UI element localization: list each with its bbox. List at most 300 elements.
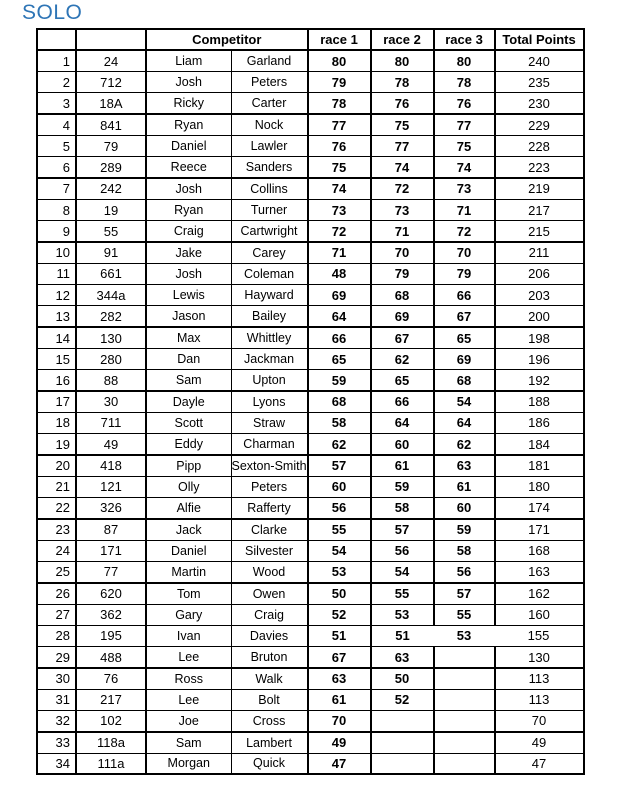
race1-score-cell: 70 [308,711,371,732]
table-row [37,327,584,348]
race2-score-cell: 75 [371,114,434,135]
last-name-cell: Coleman [231,263,308,284]
competitor-number-cell: 242 [76,178,146,199]
rank-cell: 7 [37,178,76,199]
race2-score-cell: 70 [371,242,434,263]
first-name-cell: Max [146,327,231,348]
competitor-number-cell: 76 [76,668,146,689]
table-row [37,583,584,604]
total-points-cell: 184 [495,434,584,455]
race2-score-cell: 73 [371,199,434,220]
race3-score-cell: 80 [434,50,495,71]
rank-cell: 32 [37,711,76,732]
first-name-cell: Sam [146,732,231,753]
race2-score-cell: 77 [371,135,434,156]
race3-score-cell: 56 [434,561,495,582]
last-name-cell: Bruton [231,647,308,668]
competitor-number-cell: 195 [76,625,146,646]
race3-score-cell: 58 [434,540,495,561]
competitor-number-cell: 326 [76,498,146,519]
results-table [36,28,585,775]
rank-cell: 25 [37,561,76,582]
race2-score-cell: 67 [371,327,434,348]
race2-score-cell: 58 [371,498,434,519]
total-points-cell: 162 [495,583,584,604]
race1-score-cell: 55 [308,519,371,540]
race1-score-cell: 79 [308,72,371,93]
race3-score-cell: 63 [434,455,495,476]
number-column-header [76,29,146,50]
table-row [37,668,584,689]
results-table-header [37,29,584,50]
table-row [37,50,584,71]
total-points-cell: 155 [495,625,584,646]
total-points-cell: 168 [495,540,584,561]
last-name-cell: Sexton-Smith [231,455,308,476]
first-name-cell: Lee [146,689,231,710]
race3-score-cell: 68 [434,370,495,391]
race1-score-cell: 74 [308,178,371,199]
total-points-column-header: Total Points [495,29,584,50]
race1-score-cell: 57 [308,455,371,476]
table-row [37,135,584,156]
rank-cell: 16 [37,370,76,391]
race1-score-cell: 76 [308,135,371,156]
race1-score-cell: 51 [308,625,371,646]
race3-score-cell: 71 [434,199,495,220]
race2-score-cell [371,753,434,774]
race2-score-cell: 65 [371,370,434,391]
rank-cell: 14 [37,327,76,348]
first-name-cell: Pipp [146,455,231,476]
competitor-number-cell: 87 [76,519,146,540]
race1-score-cell: 77 [308,114,371,135]
race2-score-cell: 74 [371,157,434,178]
first-name-cell: Eddy [146,434,231,455]
race1-score-cell: 50 [308,583,371,604]
race2-score-cell: 57 [371,519,434,540]
last-name-cell: Carey [231,242,308,263]
competitor-number-cell: 217 [76,689,146,710]
race3-column-header: race 3 [434,29,495,50]
first-name-cell: Sam [146,370,231,391]
rank-cell: 9 [37,221,76,242]
race1-score-cell: 73 [308,199,371,220]
table-row [37,540,584,561]
last-name-cell: Hayward [231,285,308,306]
race3-score-cell: 79 [434,263,495,284]
first-name-cell: Craig [146,221,231,242]
race1-score-cell: 63 [308,668,371,689]
rank-cell: 30 [37,668,76,689]
first-name-cell: Ryan [146,114,231,135]
rank-cell: 6 [37,157,76,178]
first-name-cell: Lewis [146,285,231,306]
first-name-cell: Scott [146,412,231,433]
competitor-number-cell: 88 [76,370,146,391]
total-points-cell: 211 [495,242,584,263]
race1-column-header: race 1 [308,29,371,50]
race2-score-cell: 56 [371,540,434,561]
table-row [37,753,584,774]
race2-score-cell: 63 [371,647,434,668]
total-points-cell: 186 [495,412,584,433]
race3-score-cell: 54 [434,391,495,412]
table-row [37,604,584,625]
total-points-cell: 230 [495,93,584,114]
race3-score-cell: 65 [434,327,495,348]
total-points-cell: 181 [495,455,584,476]
last-name-cell: Collins [231,178,308,199]
total-points-cell: 229 [495,114,584,135]
last-name-cell: Sanders [231,157,308,178]
competitor-column-header: Competitor [146,29,308,50]
last-name-cell: Straw [231,412,308,433]
competitor-number-cell: 362 [76,604,146,625]
rank-cell: 20 [37,455,76,476]
last-name-cell: Upton [231,370,308,391]
table-row [37,391,584,412]
total-points-cell: 215 [495,221,584,242]
first-name-cell: Ivan [146,625,231,646]
race3-score-cell: 53 [434,625,495,646]
table-row [37,434,584,455]
competitor-number-cell: 282 [76,306,146,327]
table-row [37,178,584,199]
competitor-number-cell: 289 [76,157,146,178]
race3-score-cell: 72 [434,221,495,242]
race3-score-cell: 60 [434,498,495,519]
last-name-cell: Owen [231,583,308,604]
race2-score-cell: 72 [371,178,434,199]
header-row [37,29,584,50]
rank-cell: 34 [37,753,76,774]
table-row [37,348,584,369]
first-name-cell: Dan [146,348,231,369]
race3-score-cell: 66 [434,285,495,306]
last-name-cell: Bolt [231,689,308,710]
page-title: SOLO [22,1,83,24]
race3-score-cell: 57 [434,583,495,604]
race1-score-cell: 69 [308,285,371,306]
competitor-number-cell: 18A [76,93,146,114]
table-row [37,93,584,114]
first-name-cell: Liam [146,50,231,71]
last-name-cell: Charman [231,434,308,455]
first-name-cell: Josh [146,178,231,199]
table-row [37,263,584,284]
total-points-cell: 130 [495,647,584,668]
rank-cell: 1 [37,50,76,71]
rank-cell: 27 [37,604,76,625]
race2-score-cell: 53 [371,604,434,625]
total-points-cell: 163 [495,561,584,582]
race3-score-cell: 61 [434,476,495,497]
last-name-cell: Davies [231,625,308,646]
table-row [37,498,584,519]
total-points-cell: 113 [495,668,584,689]
race3-score-cell [434,732,495,753]
race2-score-cell: 68 [371,285,434,306]
total-points-cell: 196 [495,348,584,369]
table-row [37,221,584,242]
total-points-cell: 180 [495,476,584,497]
competitor-number-cell: 77 [76,561,146,582]
last-name-cell: Quick [231,753,308,774]
rank-cell: 31 [37,689,76,710]
last-name-cell: Lambert [231,732,308,753]
race1-score-cell: 78 [308,93,371,114]
race2-score-cell [371,732,434,753]
first-name-cell: Morgan [146,753,231,774]
rank-cell: 33 [37,732,76,753]
rank-cell: 18 [37,412,76,433]
rank-cell: 8 [37,199,76,220]
race3-score-cell: 77 [434,114,495,135]
table-row [37,157,584,178]
rank-cell: 22 [37,498,76,519]
race2-score-cell: 50 [371,668,434,689]
race1-score-cell: 54 [308,540,371,561]
race3-score-cell: 75 [434,135,495,156]
race2-score-cell: 54 [371,561,434,582]
race2-score-cell: 66 [371,391,434,412]
race2-score-cell: 79 [371,263,434,284]
race1-score-cell: 53 [308,561,371,582]
race3-score-cell: 74 [434,157,495,178]
first-name-cell: Josh [146,263,231,284]
last-name-cell: Silvester [231,540,308,561]
race3-score-cell: 59 [434,519,495,540]
race1-score-cell: 65 [308,348,371,369]
race1-score-cell: 59 [308,370,371,391]
competitor-number-cell: 55 [76,221,146,242]
table-row [37,561,584,582]
competitor-number-cell: 418 [76,455,146,476]
race3-score-cell: 62 [434,434,495,455]
race2-score-cell: 76 [371,93,434,114]
total-points-cell: 203 [495,285,584,306]
race1-score-cell: 48 [308,263,371,284]
race2-score-cell: 61 [371,455,434,476]
race2-score-cell: 55 [371,583,434,604]
rank-column-header [37,29,76,50]
race1-score-cell: 75 [308,157,371,178]
rank-cell: 5 [37,135,76,156]
rank-cell: 24 [37,540,76,561]
last-name-cell: Peters [231,476,308,497]
last-name-cell: Nock [231,114,308,135]
rank-cell: 13 [37,306,76,327]
competitor-number-cell: 111a [76,753,146,774]
race3-score-cell [434,647,495,668]
race1-score-cell: 52 [308,604,371,625]
first-name-cell: Olly [146,476,231,497]
table-row [37,647,584,668]
total-points-cell: 171 [495,519,584,540]
competitor-number-cell: 102 [76,711,146,732]
total-points-cell: 200 [495,306,584,327]
total-points-cell: 49 [495,732,584,753]
total-points-cell: 174 [495,498,584,519]
last-name-cell: Bailey [231,306,308,327]
table-row [37,72,584,93]
last-name-cell: Lawler [231,135,308,156]
race2-score-cell: 80 [371,50,434,71]
race3-score-cell [434,689,495,710]
rank-cell: 15 [37,348,76,369]
first-name-cell: Jason [146,306,231,327]
race1-score-cell: 67 [308,647,371,668]
race1-score-cell: 47 [308,753,371,774]
first-name-cell: Jake [146,242,231,263]
race3-score-cell: 70 [434,242,495,263]
rank-cell: 11 [37,263,76,284]
last-name-cell: Jackman [231,348,308,369]
table-row [37,306,584,327]
table-row [37,689,584,710]
first-name-cell: Reece [146,157,231,178]
first-name-cell: Ricky [146,93,231,114]
last-name-cell: Walk [231,668,308,689]
table-row [37,412,584,433]
last-name-cell: Wood [231,561,308,582]
race2-score-cell: 52 [371,689,434,710]
race3-score-cell [434,753,495,774]
table-row [37,625,584,646]
competitor-number-cell: 130 [76,327,146,348]
table-row [37,476,584,497]
first-name-cell: Lee [146,647,231,668]
race1-score-cell: 66 [308,327,371,348]
race2-score-cell [371,711,434,732]
race3-score-cell [434,711,495,732]
total-points-cell: 235 [495,72,584,93]
table-row [37,370,584,391]
results-tbody [37,50,584,774]
rank-cell: 21 [37,476,76,497]
rank-cell: 28 [37,625,76,646]
last-name-cell: Cross [231,711,308,732]
competitor-number-cell: 121 [76,476,146,497]
rank-cell: 4 [37,114,76,135]
race3-score-cell: 76 [434,93,495,114]
competitor-number-cell: 118a [76,732,146,753]
rank-cell: 23 [37,519,76,540]
table-row [37,519,584,540]
race2-score-cell: 78 [371,72,434,93]
total-points-cell: 113 [495,689,584,710]
first-name-cell: Gary [146,604,231,625]
total-points-cell: 240 [495,50,584,71]
rank-cell: 17 [37,391,76,412]
last-name-cell: Peters [231,72,308,93]
race1-score-cell: 71 [308,242,371,263]
total-points-cell: 160 [495,604,584,625]
last-name-cell: Craig [231,604,308,625]
race1-score-cell: 60 [308,476,371,497]
competitor-number-cell: 488 [76,647,146,668]
race2-score-cell: 59 [371,476,434,497]
competitor-number-cell: 171 [76,540,146,561]
first-name-cell: Josh [146,72,231,93]
race2-score-cell: 62 [371,348,434,369]
total-points-cell: 70 [495,711,584,732]
first-name-cell: Jack [146,519,231,540]
race1-score-cell: 58 [308,412,371,433]
last-name-cell: Whittley [231,327,308,348]
race1-score-cell: 68 [308,391,371,412]
rank-cell: 29 [37,647,76,668]
race3-score-cell: 78 [434,72,495,93]
last-name-cell: Carter [231,93,308,114]
competitor-number-cell: 712 [76,72,146,93]
first-name-cell: Tom [146,583,231,604]
competitor-number-cell: 344a [76,285,146,306]
competitor-number-cell: 661 [76,263,146,284]
race1-score-cell: 56 [308,498,371,519]
total-points-cell: 47 [495,753,584,774]
competitor-number-cell: 91 [76,242,146,263]
table-row [37,199,584,220]
total-points-cell: 219 [495,178,584,199]
race3-score-cell: 67 [434,306,495,327]
last-name-cell: Clarke [231,519,308,540]
total-points-cell: 188 [495,391,584,412]
competitor-number-cell: 30 [76,391,146,412]
total-points-cell: 198 [495,327,584,348]
total-points-cell: 217 [495,199,584,220]
race1-score-cell: 61 [308,689,371,710]
first-name-cell: Daniel [146,540,231,561]
table-row [37,114,584,135]
race3-score-cell: 69 [434,348,495,369]
last-name-cell: Cartwright [231,221,308,242]
race2-score-cell: 71 [371,221,434,242]
rank-cell: 26 [37,583,76,604]
last-name-cell: Garland [231,50,308,71]
last-name-cell: Turner [231,199,308,220]
competitor-number-cell: 24 [76,50,146,71]
table-row [37,242,584,263]
first-name-cell: Dayle [146,391,231,412]
race3-score-cell: 55 [434,604,495,625]
rank-cell: 12 [37,285,76,306]
race2-score-cell: 64 [371,412,434,433]
rank-cell: 19 [37,434,76,455]
rank-cell: 10 [37,242,76,263]
first-name-cell: Daniel [146,135,231,156]
last-name-cell: Rafferty [231,498,308,519]
table-row [37,732,584,753]
first-name-cell: Joe [146,711,231,732]
total-points-cell: 206 [495,263,584,284]
first-name-cell: Ryan [146,199,231,220]
competitor-number-cell: 19 [76,199,146,220]
first-name-cell: Alfie [146,498,231,519]
race2-score-cell: 60 [371,434,434,455]
competitor-number-cell: 49 [76,434,146,455]
race3-score-cell: 64 [434,412,495,433]
total-points-cell: 192 [495,370,584,391]
table-row [37,711,584,732]
race1-score-cell: 49 [308,732,371,753]
table-row [37,455,584,476]
race1-score-cell: 80 [308,50,371,71]
competitor-number-cell: 711 [76,412,146,433]
last-name-cell: Lyons [231,391,308,412]
race2-score-cell: 69 [371,306,434,327]
